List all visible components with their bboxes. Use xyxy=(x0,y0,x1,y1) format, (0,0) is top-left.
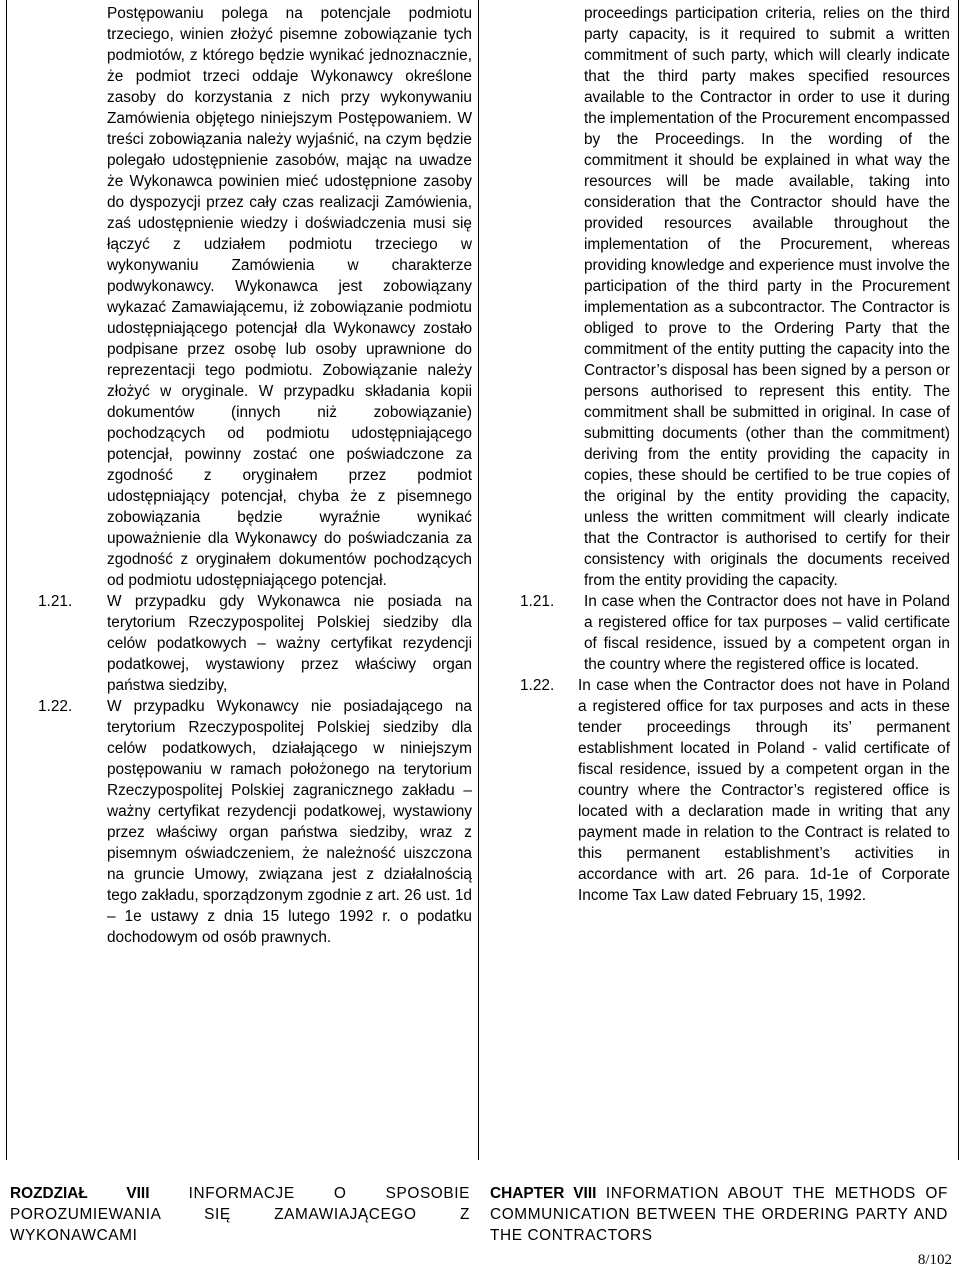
english-chapter-title: INFORMATION ABOUT THE METHODS OF COMMUNICATION BETWEEN THE ORDERING PARTY AND THE CONTRACTORS xyxy=(490,1185,948,1244)
item-text: W przypadku Wykonawcy nie posiadającego na terytorium Rzeczypospolitej Polskiej siedziby dla celów podatkowych, działającego w niniejszym postępowaniu w ramach położonego na terytorium Rzeczypospolitej Polskiej zagranicznego zakładu – ważny certyfikat rezydencji podatkowej, wystawiony przez właściwy organ państwa siedziby, wraz z pisemnym oświadczeniem, że należność uiszczona na gruncie Umowy, związana jest z działalnością tego zakładu, sporządzonym zgodnie z art. 26 ust. 1d – 1e ustawy z dnia 15 lutego 1992 r. o podatku dochodowym od osób prawnych. xyxy=(107,698,472,946)
left-border-line xyxy=(6,0,7,1160)
polish-chapter-label: ROZDZIAŁ VIII xyxy=(10,1185,150,1202)
page-number: 8/102 xyxy=(917,1252,952,1268)
item-text: W przypadku gdy Wykonawca nie posiada na terytorium Rzeczypospolitej Polskiej siedziby dla celów podatkowych – ważny certyfikat rezydencji podatkowej, wystawiony przez właściwy organ państwa siedziby, xyxy=(107,593,472,694)
polish-chapter-heading xyxy=(10,1183,470,1246)
polish-item-1-21 xyxy=(38,591,472,696)
item-number: 1.22. xyxy=(520,677,555,694)
polish-item-1-22 xyxy=(38,696,472,948)
item-number: 1.21. xyxy=(38,593,73,610)
polish-chapter-title: INFORMACJE O SPOSOBIE POROZUMIEWANIA SIĘ ZAMAWIAJĄCEGO Z WYKONAWCAMI xyxy=(10,1185,470,1244)
item-text: In case when the Contractor does not have in Poland a registered office for tax purposes and acts in these tender proceedings through its’ permanent establishment located in Poland - valid certificate of fiscal residence, issued by a competent organ in the country where the Contractor’s registered office is located with a declaration made in writing that any payment made in relation to the Contract is related to this permanent establishment’s activities in accordance with art. 26 para. 1d-1e of Corporate Income Tax Law dated February 15, 1992. xyxy=(578,677,950,904)
polish-column xyxy=(38,3,472,948)
english-column xyxy=(520,3,950,906)
item-number: 1.22. xyxy=(38,698,73,715)
column-divider-line xyxy=(478,0,479,1160)
item-number: 1.21. xyxy=(520,593,555,610)
polish-intro-paragraph: Postępowaniu polega na potencjale podmiotu trzeciego, winien złożyć pisemne zobowiązanie tych podmiotów, z którego będzie wynikać jednoznacznie, że podmiot trzeci oddaje Wykonawcy określone zasoby do korzystania z nich przy wykonywaniu Zamówienia objętego niniejszym Postępowaniem. W treści zobowiązania należy wyjaśnić, na czym będzie polegało udostępnienie zasobów, mając na uwadze że Wykonawca powinien mieć udostępnione zasoby do dyspozycji przez cały czas realizacji Zamówienia, zaś udostępnienie wiedzy i doświadczenia musi się łączyć z udziałem podmiotu trzeciego w wykonywaniu Zamówienia w charakterze podwykonawcy. Wykonawca jest zobowiązany wykazać Zamawiającemu, iż zobowiązanie podmiotu udostępniającego potencjał dla Wykonawcy zostało podpisane przez osobę lub osoby uprawnione do reprezentacji tego podmiotu. Zobowiązanie należy złożyć w oryginale. W przypadku składania kopii dokumentów (innych niż zobowiązanie) pochodzących od podmiotu udostępniającego potencjał, powinny zostać one poświadczone za zgodność z oryginałem przez podmiot udostępniający potencjał, chyba że z pisemnego zobowiązania będzie wyraźnie wynikać upoważnienie dla Wykonawcy do poświadczania za zgodność z oryginałem dokumentów pochodzących od podmiotu udostępniającego potencjał. xyxy=(107,5,472,589)
item-text: In case when the Contractor does not have in Poland a registered office for tax purposes – valid certificate of fiscal residence, issued by a competent organ in the country where the registered office is located. xyxy=(584,593,950,673)
english-chapter-label: CHAPTER VIII xyxy=(490,1185,597,1202)
english-chapter-heading xyxy=(490,1183,948,1246)
english-intro-paragraph: proceedings participation criteria, relies on the third party capacity, is it required to submit a written commitment of such party, which will clearly indicate that the third party makes specified resources available to the Contractor in order to use it during the implementation of the Procurement encompassed by the Proceedings. In the wording of the commitment it should be explained in what way the resources will be made available, taking into consideration that the Contractor should have the provided resources available throughout the implementation of the Procurement, whereas providing knowledge and experience must involve the participation of the third party in the Procurement implementation as a subcontractor. The Contractor is obliged to prove to the Ordering Party that the commitment of the entity putting the capacity into the Contractor’s disposal has been signed by a person or persons authorised to represent this entity. The commitment shall be submitted in original. In case of submitting documents (other than the commitment) deriving from the entity providing the capacity in copies, these should be certified to be true copies of the original by the entity providing the capacity, unless the written commitment will clearly indicate that the Contractor is authorised to certify for their consistency with originals the documents received from the entity providing the capacity. xyxy=(584,5,950,589)
english-item-1-22 xyxy=(520,675,950,906)
right-border-line xyxy=(958,0,959,1160)
english-item-1-21 xyxy=(520,591,950,675)
